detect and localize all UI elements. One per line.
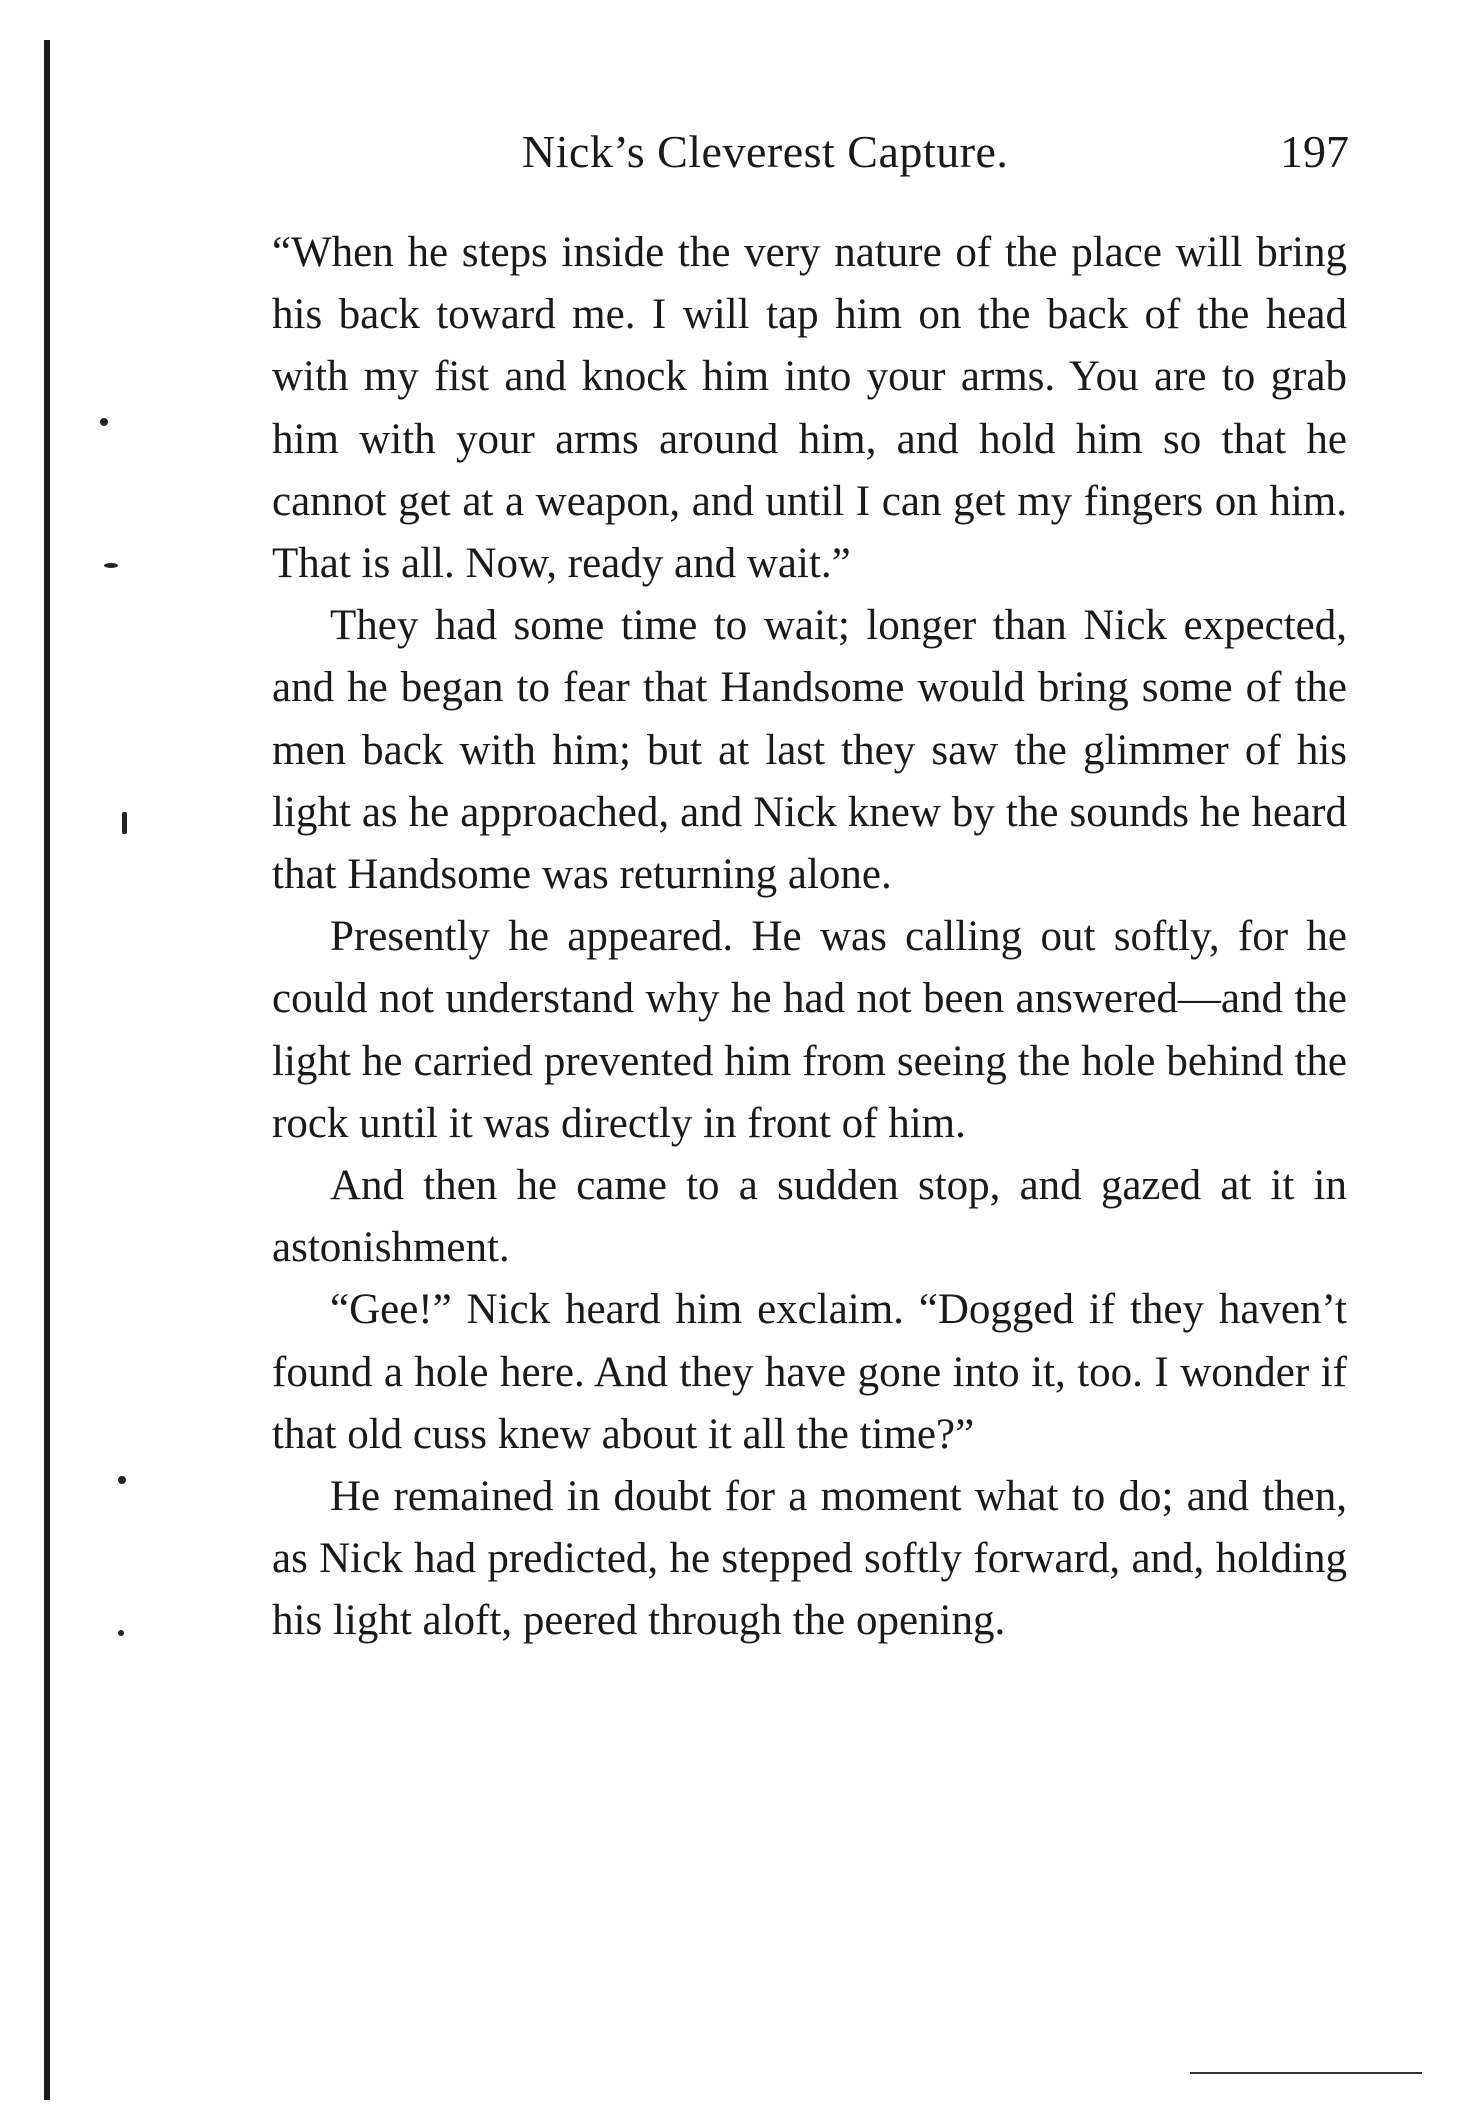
ink-speck <box>118 1476 126 1484</box>
page-header <box>270 125 1355 185</box>
paragraph: Presently he appeared. He was calling out softly, for he could not understand why he had not been answered—and the light he carried prevented him from seeing the hole behind the rock until it was directly in front of him. <box>272 913 1347 1147</box>
paragraph: “When he steps inside the very nature of the place will bring his back toward me. I will tap him on the back of the head with my fist and knock him into your arms. You are to grab him with your arms around him, and hold him so that he cannot get at a weapon, and until I can get my fingers on him. That is all. Now, ready and wait.” <box>272 229 1347 588</box>
ink-speck <box>104 563 118 568</box>
text-body <box>272 222 1347 1653</box>
ink-speck <box>100 418 108 426</box>
ink-speck <box>122 812 127 834</box>
page-binding-line <box>44 40 50 2100</box>
paragraph: They had some time to wait; longer than Nick expected, and he began to fear that Handsome would bring some of the men back with him; but at last they saw the glimmer of his light as he approached, and Nick knew by the sounds he heard that Handsome was returning alone. <box>272 602 1347 899</box>
paragraph: And then he came to a sudden stop, and gazed at it in astonishment. <box>272 1162 1347 1272</box>
paragraph: He remained in doubt for a moment what to do; and then, as Nick had predicted, he stepped softly forward, and, holding his light aloft, peered through the opening. <box>272 1473 1347 1645</box>
paragraph: “Gee!” Nick heard him exclaim. “Dogged if they haven’t found a hole here. And they have gone into it, too. I wonder if that old cuss knew about it all the time?” <box>272 1286 1347 1458</box>
bottom-rule <box>1190 2072 1422 2074</box>
page-number: 197 <box>1280 126 1349 177</box>
running-title: Nick’s Cleverest Capture. <box>522 126 1009 177</box>
ink-speck <box>118 1630 124 1636</box>
